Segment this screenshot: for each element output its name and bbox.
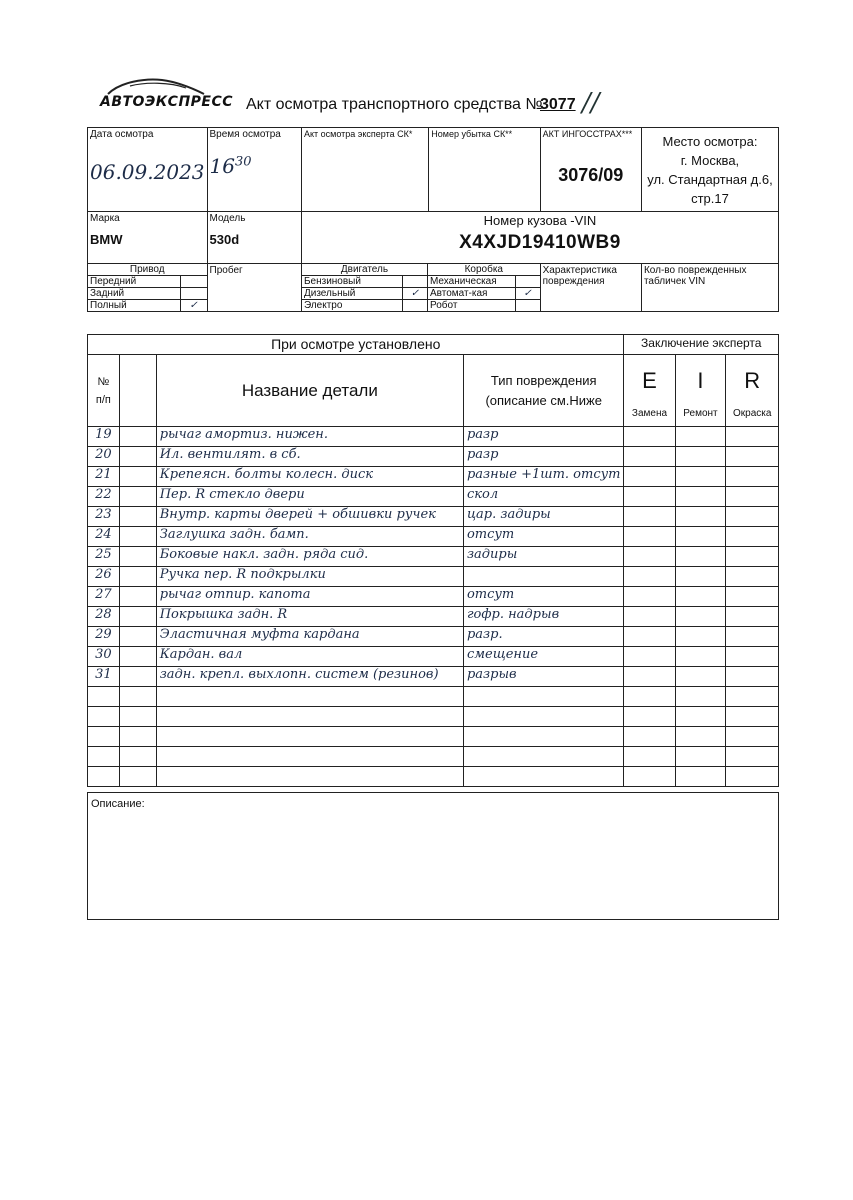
row-spacer xyxy=(119,767,156,787)
row-replace xyxy=(624,527,675,547)
damage-char-cell xyxy=(540,264,641,312)
row-paint xyxy=(726,687,779,707)
vin-cell xyxy=(301,212,778,264)
row-damage-type: разр xyxy=(463,427,624,447)
row-number: 19 xyxy=(88,427,120,447)
row-damage-type xyxy=(463,747,624,767)
row-spacer xyxy=(119,627,156,647)
brand-label: Марка xyxy=(90,213,120,224)
time-label: Время осмотра xyxy=(209,129,281,140)
table-row xyxy=(88,587,779,607)
ingos-value: 3076/09 xyxy=(558,165,624,185)
col-i: I xyxy=(675,355,726,407)
table-row xyxy=(88,507,779,527)
ingos-label: АКТ ИНГОССТРАХ*** xyxy=(542,129,633,139)
row-number: 31 xyxy=(88,667,120,687)
vin-value: X4XJD19410WB9 xyxy=(459,232,621,253)
brand-cell xyxy=(88,212,208,264)
col-r: R xyxy=(726,355,779,407)
row-repair xyxy=(675,567,726,587)
document-title: Акт осмотра транспортного средства № xyxy=(246,96,543,113)
table-row xyxy=(88,727,779,747)
row-spacer xyxy=(119,447,156,467)
model-value: 530d xyxy=(209,232,240,247)
logo-text: АВТОЭКСПРЕСС xyxy=(100,94,234,110)
row-damage-type xyxy=(463,567,624,587)
drive-label: Привод xyxy=(88,264,207,276)
car-logo-icon xyxy=(100,76,210,96)
row-damage-type: разные +1шт. отсут xyxy=(463,467,624,487)
act-number: 3077 xyxy=(540,96,576,113)
row-part-name xyxy=(156,727,463,747)
row-part-name: задн. крепл. выхлопн. систем (резинов) xyxy=(156,667,463,687)
row-spacer xyxy=(119,687,156,707)
row-damage-type: разр xyxy=(463,447,624,467)
damage-char-label: Характеристика повреждения xyxy=(542,265,617,287)
row-paint xyxy=(726,607,779,627)
row-repair xyxy=(675,527,726,547)
established-header: При осмотре установлено xyxy=(88,335,624,355)
model-cell xyxy=(207,212,301,264)
gearbox-manual: Механическая xyxy=(429,276,497,287)
vin-label: Номер кузова -VIN xyxy=(483,213,597,228)
row-replace xyxy=(624,747,675,767)
row-paint xyxy=(726,487,779,507)
row-spacer xyxy=(119,667,156,687)
act-number-handwritten: // xyxy=(582,88,600,118)
expert-act-label: Акт осмотра эксперта СК* xyxy=(303,129,413,139)
row-paint xyxy=(726,707,779,727)
description-box[interactable] xyxy=(87,792,779,920)
row-replace xyxy=(624,667,675,687)
drive-rear: Задний xyxy=(90,288,125,299)
row-spacer xyxy=(119,507,156,527)
row-number xyxy=(88,727,120,747)
row-replace xyxy=(624,727,675,747)
row-damage-type: разр. xyxy=(463,627,624,647)
col-e: E xyxy=(624,355,675,407)
table-row xyxy=(88,667,779,687)
inspection-time-cell xyxy=(207,128,301,212)
row-damage-type: смещение xyxy=(463,647,624,667)
drive-full: Полный xyxy=(90,300,127,311)
row-damage-type: задиры xyxy=(463,547,624,567)
row-number: 26 xyxy=(88,567,120,587)
row-damage-type: гофр. надрыв xyxy=(463,607,624,627)
row-spacer xyxy=(119,487,156,507)
engine-label: Двигатель xyxy=(302,264,427,276)
row-paint xyxy=(726,747,779,767)
table-row xyxy=(88,647,779,667)
row-paint xyxy=(726,507,779,527)
row-replace xyxy=(624,687,675,707)
row-part-name: Ил. вентилят. в сб. xyxy=(156,447,463,467)
row-number xyxy=(88,767,120,787)
loss-number-label: Номер убытка СК** xyxy=(431,129,513,139)
table-row xyxy=(88,427,779,447)
row-damage-type xyxy=(463,707,624,727)
row-repair xyxy=(675,707,726,727)
place-line-3: стр.17 xyxy=(691,190,729,206)
paint-label: Окраска xyxy=(726,407,779,427)
row-part-name: Внутр. карты дверей + обшивки ручек xyxy=(156,507,463,527)
replace-label: Замена xyxy=(624,407,675,427)
row-paint xyxy=(726,727,779,747)
row-spacer xyxy=(119,607,156,627)
row-repair xyxy=(675,587,726,607)
row-repair xyxy=(675,747,726,767)
row-repair xyxy=(675,667,726,687)
row-repair xyxy=(675,687,726,707)
drive-full-check: ✓ xyxy=(180,300,207,311)
row-number: 22 xyxy=(88,487,120,507)
mileage-cell xyxy=(207,264,301,312)
table-row xyxy=(88,627,779,647)
description-label: Описание: xyxy=(91,798,145,810)
place-line-1: г. Москва, xyxy=(680,152,740,168)
mileage-label: Пробег xyxy=(209,265,243,276)
row-damage-type: отсут xyxy=(463,527,624,547)
row-part-name: Пер. R стекло двери xyxy=(156,487,463,507)
row-part-name: Эластичная муфта кардана xyxy=(156,627,463,647)
engine-diesel-check: ✓ xyxy=(402,288,427,299)
row-number: 30 xyxy=(88,647,120,667)
row-spacer xyxy=(119,527,156,547)
ingos-act-cell xyxy=(540,128,641,212)
row-spacer xyxy=(119,727,156,747)
vin-plates-cell xyxy=(641,264,778,312)
row-damage-type xyxy=(463,687,624,707)
gearbox-robot: Робот xyxy=(429,300,458,311)
row-paint xyxy=(726,547,779,567)
row-damage-type: разрыв xyxy=(463,667,624,687)
row-number: 23 xyxy=(88,507,120,527)
row-spacer xyxy=(119,587,156,607)
date-value: 06.09.2023 xyxy=(90,160,205,184)
repair-label: Ремонт xyxy=(675,407,726,427)
row-part-name xyxy=(156,767,463,787)
row-paint xyxy=(726,447,779,467)
row-part-name xyxy=(156,747,463,767)
row-repair xyxy=(675,547,726,567)
expert-act-cell xyxy=(301,128,428,212)
row-damage-type: цар. задиры xyxy=(463,507,624,527)
engine-petrol: Бензиновый xyxy=(303,276,361,287)
table-row xyxy=(88,527,779,547)
vehicle-info-table xyxy=(87,127,779,312)
row-spacer xyxy=(119,747,156,767)
model-label: Модель xyxy=(209,213,246,224)
loss-number-cell xyxy=(429,128,540,212)
table-row xyxy=(88,447,779,467)
row-damage-type xyxy=(463,767,624,787)
row-part-name xyxy=(156,707,463,727)
row-part-name: рычаг амортиз. нижен. xyxy=(156,427,463,447)
row-paint xyxy=(726,567,779,587)
row-repair xyxy=(675,447,726,467)
row-number: 24 xyxy=(88,527,120,547)
row-replace xyxy=(624,507,675,527)
row-replace xyxy=(624,427,675,447)
row-repair xyxy=(675,627,726,647)
table-row xyxy=(88,687,779,707)
row-repair xyxy=(675,507,726,527)
part-name-header: Название детали xyxy=(156,355,463,427)
date-label: Дата осмотра xyxy=(90,129,154,140)
row-number xyxy=(88,687,120,707)
row-paint xyxy=(726,527,779,547)
table-row xyxy=(88,547,779,567)
row-replace xyxy=(624,447,675,467)
row-number: 25 xyxy=(88,547,120,567)
conclusion-header: Заключение эксперта xyxy=(624,335,779,355)
vin-plates-label: Кол-во поврежденных табличек VIN xyxy=(643,265,747,287)
row-spacer xyxy=(119,547,156,567)
table-row xyxy=(88,607,779,627)
brand-value: BMW xyxy=(90,232,123,247)
row-repair xyxy=(675,647,726,667)
gearbox-label: Коробка xyxy=(428,264,540,276)
table-row xyxy=(88,767,779,787)
row-replace xyxy=(624,567,675,587)
row-replace xyxy=(624,487,675,507)
row-part-name: Покрышка задн. R xyxy=(156,607,463,627)
time-minutes: 30 xyxy=(234,154,252,170)
num-header: № п/п xyxy=(88,355,120,427)
row-replace xyxy=(624,547,675,567)
row-damage-type: скол xyxy=(463,487,624,507)
place-line-2: ул. Стандартная д.6, xyxy=(647,171,773,187)
drive-cell xyxy=(88,264,208,312)
row-paint xyxy=(726,647,779,667)
row-part-name: Боковые накл. задн. ряда сид. xyxy=(156,547,463,567)
table-row xyxy=(88,567,779,587)
row-number: 29 xyxy=(88,627,120,647)
row-paint xyxy=(726,467,779,487)
row-repair xyxy=(675,607,726,627)
row-part-name: Кардан. вал xyxy=(156,647,463,667)
row-replace xyxy=(624,467,675,487)
company-logo xyxy=(100,76,234,126)
time-hours: 16 xyxy=(209,154,235,178)
gearbox-auto: Автомат-кая xyxy=(429,288,488,299)
row-repair xyxy=(675,727,726,747)
row-number xyxy=(88,747,120,767)
place-label: Место осмотра: xyxy=(662,133,758,149)
row-number: 21 xyxy=(88,467,120,487)
gearbox-auto-check: ✓ xyxy=(515,288,540,299)
row-number: 20 xyxy=(88,447,120,467)
inspection-date-cell xyxy=(88,128,208,212)
row-paint xyxy=(726,667,779,687)
table-row xyxy=(88,487,779,507)
engine-diesel: Дизельный xyxy=(303,288,356,299)
row-paint xyxy=(726,627,779,647)
row-part-name: рычаг отпир. капота xyxy=(156,587,463,607)
row-damage-type: отсут xyxy=(463,587,624,607)
row-part-name: Ручка пер. R подкрылки xyxy=(156,567,463,587)
table-row xyxy=(88,467,779,487)
engine-gearbox-cell xyxy=(301,264,540,312)
row-repair xyxy=(675,487,726,507)
row-repair xyxy=(675,467,726,487)
drive-front: Передний xyxy=(90,276,137,287)
row-repair xyxy=(675,427,726,447)
row-damage-type xyxy=(463,727,624,747)
row-number: 27 xyxy=(88,587,120,607)
table-row xyxy=(88,747,779,767)
row-replace xyxy=(624,607,675,627)
row-paint xyxy=(726,767,779,787)
row-replace xyxy=(624,587,675,607)
row-replace xyxy=(624,627,675,647)
row-repair xyxy=(675,767,726,787)
row-part-name: Крепеясн. болты колесн. диск xyxy=(156,467,463,487)
damage-type-header: Тип повреждения (описание см.Ниже xyxy=(463,355,624,427)
row-number xyxy=(88,707,120,727)
row-number: 28 xyxy=(88,607,120,627)
row-paint xyxy=(726,427,779,447)
row-spacer xyxy=(119,467,156,487)
engine-electric: Электро xyxy=(303,300,343,311)
row-replace xyxy=(624,707,675,727)
row-spacer xyxy=(119,647,156,667)
row-replace xyxy=(624,767,675,787)
table-row xyxy=(88,707,779,727)
row-part-name xyxy=(156,687,463,707)
row-paint xyxy=(726,587,779,607)
row-part-name: Заглушка задн. бамп. xyxy=(156,527,463,547)
inspection-table xyxy=(87,334,779,787)
row-spacer xyxy=(119,567,156,587)
inspection-place-cell xyxy=(641,128,778,212)
row-spacer xyxy=(119,427,156,447)
row-replace xyxy=(624,647,675,667)
row-spacer xyxy=(119,707,156,727)
